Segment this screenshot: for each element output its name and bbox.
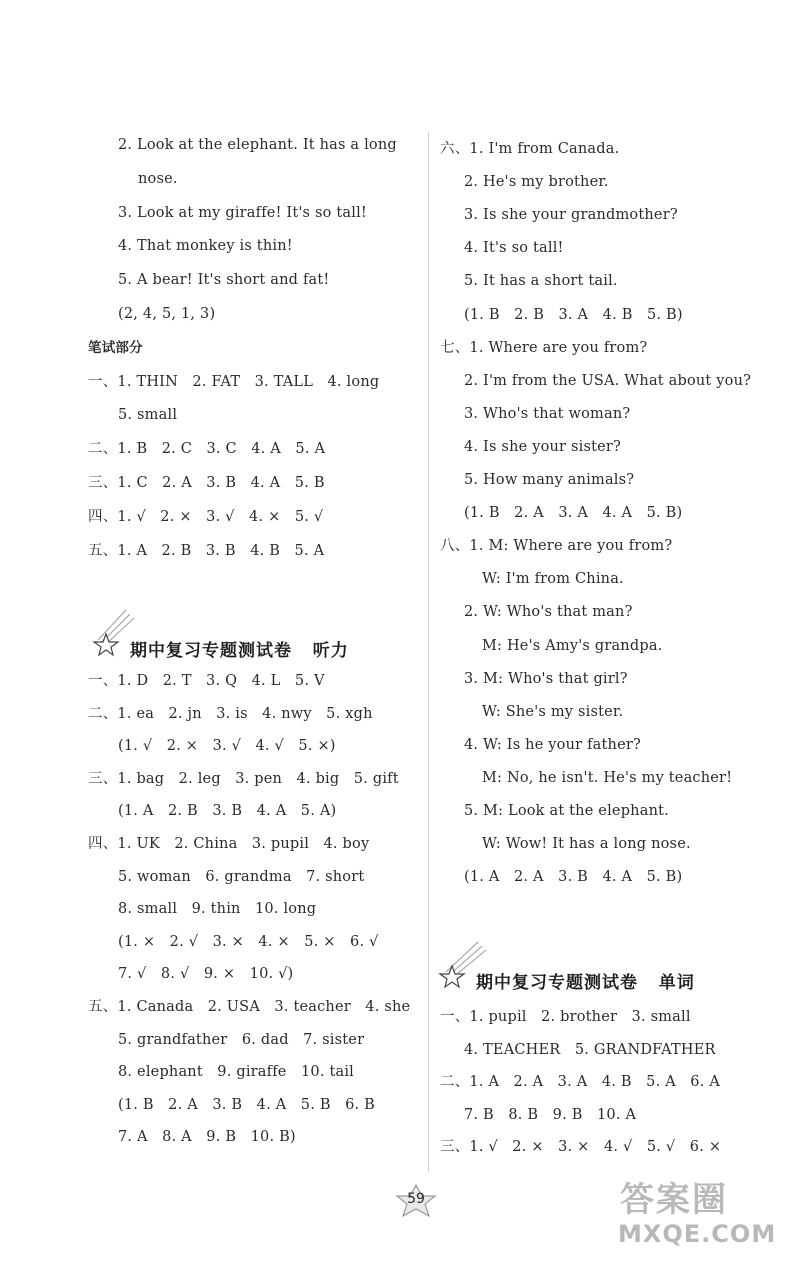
watermark-url: MXQE.COM bbox=[618, 1220, 777, 1248]
answer-line: 3. Is she your grandmother? bbox=[464, 207, 678, 223]
answer-line: (1. A 2. B 3. B 4. A 5. A) bbox=[118, 803, 337, 819]
answer-line: 5. woman 6. grandma 7. short bbox=[118, 869, 365, 885]
answer-line: 八、1. M: Where are you from? bbox=[440, 538, 673, 554]
answer-line: W: Wow! It has a long nose. bbox=[482, 836, 691, 852]
answer-line: 一、1. D 2. T 3. Q 4. L 5. V bbox=[88, 673, 325, 689]
answer-line: 3. M: Who's that girl? bbox=[464, 671, 628, 687]
answer-line: 8. elephant 9. giraffe 10. tail bbox=[118, 1064, 354, 1080]
answer-line: 六、1. I'm from Canada. bbox=[440, 141, 620, 157]
page-number-badge bbox=[388, 1183, 444, 1219]
answer-line: 8. small 9. thin 10. long bbox=[118, 901, 317, 917]
answer-line: 一、1. pupil 2. brother 3. small bbox=[440, 1009, 691, 1025]
answer-line: 7. B 8. B 9. B 10. A bbox=[464, 1107, 637, 1123]
answer-line: 四、1. UK 2. China 3. pupil 4. boy bbox=[88, 836, 370, 852]
answer-line: W: She's my sister. bbox=[482, 704, 624, 720]
answer-line: 5. How many animals? bbox=[464, 472, 635, 488]
site-watermark bbox=[612, 1172, 782, 1258]
answer-line: 4. W: Is he your father? bbox=[464, 737, 641, 753]
answer-line: 七、1. Where are you from? bbox=[440, 340, 648, 356]
answer-line: 7. A 8. A 9. B 10. B) bbox=[118, 1129, 296, 1145]
answer-line: 5. M: Look at the elephant. bbox=[464, 803, 669, 819]
answer-line: 二、1. ea 2. jn 3. is 4. nwy 5. xgh bbox=[88, 706, 373, 722]
answer-line: 7. √ 8. √ 9. × 10. √) bbox=[118, 966, 294, 982]
answer-line: 四、1. √ 2. × 3. √ 4. × 5. √ bbox=[88, 509, 324, 525]
answer-line: 5. small bbox=[118, 407, 178, 423]
answer-line: 三、1. C 2. A 3. B 4. A 5. B bbox=[88, 475, 325, 491]
watermark-logo-text: 答案圈 bbox=[620, 1180, 728, 1220]
answer-line: 2. Look at the elephant. It has a long bbox=[118, 137, 397, 153]
answer-line: 笔试部分 bbox=[88, 340, 143, 356]
answer-line: 3. Who's that woman? bbox=[464, 406, 631, 422]
answer-line: 三、1. √ 2. × 3. × 4. √ 5. √ 6. × bbox=[440, 1139, 722, 1155]
answer-line: 2. I'm from the USA. What about you? bbox=[464, 373, 752, 389]
answer-line: 5. A bear! It's short and fat! bbox=[118, 272, 330, 288]
answer-line: 2. He's my brother. bbox=[464, 174, 609, 190]
answer-line: 二、1. B 2. C 3. C 4. A 5. A bbox=[88, 441, 326, 457]
answer-line: 三、1. bag 2. leg 3. pen 4. big 5. gift bbox=[88, 771, 399, 787]
answer-line: 五、1. Canada 2. USA 3. teacher 4. she bbox=[88, 999, 411, 1015]
answer-line: 4. Is she your sister? bbox=[464, 439, 622, 455]
answer-line: (1. B 2. A 3. A 4. A 5. B) bbox=[464, 505, 683, 521]
answer-line: (1. A 2. A 3. B 4. A 5. B) bbox=[464, 869, 683, 885]
answer-line: M: He's Amy's grandpa. bbox=[482, 638, 663, 654]
answer-line: (1. B 2. B 3. A 4. B 5. B) bbox=[464, 307, 683, 323]
answer-line: M: No, he isn't. He's my teacher! bbox=[482, 770, 733, 786]
answer-line: 4. That monkey is thin! bbox=[118, 238, 293, 254]
answer-line: 4. TEACHER 5. GRANDFATHER bbox=[464, 1042, 716, 1058]
answer-line: (1. √ 2. × 3. √ 4. √ 5. ×) bbox=[118, 738, 336, 754]
answer-line: 五、1. A 2. B 3. B 4. B 5. A bbox=[88, 543, 325, 559]
answer-line: nose. bbox=[138, 171, 178, 187]
answer-line: (2, 4, 5, 1, 3) bbox=[118, 306, 216, 322]
answer-line: 5. grandfather 6. dad 7. sister bbox=[118, 1032, 365, 1048]
answer-line: 3. Look at my giraffe! It's so tall! bbox=[118, 205, 367, 221]
answer-line: W: I'm from China. bbox=[482, 571, 624, 587]
answer-line: (1. B 2. A 3. B 4. A 5. B 6. B bbox=[118, 1097, 376, 1113]
section-title-vocabulary: 期中复习专题测试卷 单词 bbox=[476, 973, 695, 993]
answer-line: (1. × 2. √ 3. × 4. × 5. × 6. √ bbox=[118, 934, 379, 950]
page-number: 59 bbox=[407, 1191, 425, 1207]
section-title-listening: 期中复习专题测试卷 听力 bbox=[130, 641, 349, 661]
answer-line: 4. It's so tall! bbox=[464, 240, 564, 256]
column-divider bbox=[428, 132, 429, 1172]
answer-line: 2. W: Who's that man? bbox=[464, 604, 633, 620]
answer-line: 一、1. THIN 2. FAT 3. TALL 4. long bbox=[88, 374, 380, 390]
answer-line: 5. It has a short tail. bbox=[464, 273, 618, 289]
answer-line: 二、1. A 2. A 3. A 4. B 5. A 6. A bbox=[440, 1074, 721, 1090]
